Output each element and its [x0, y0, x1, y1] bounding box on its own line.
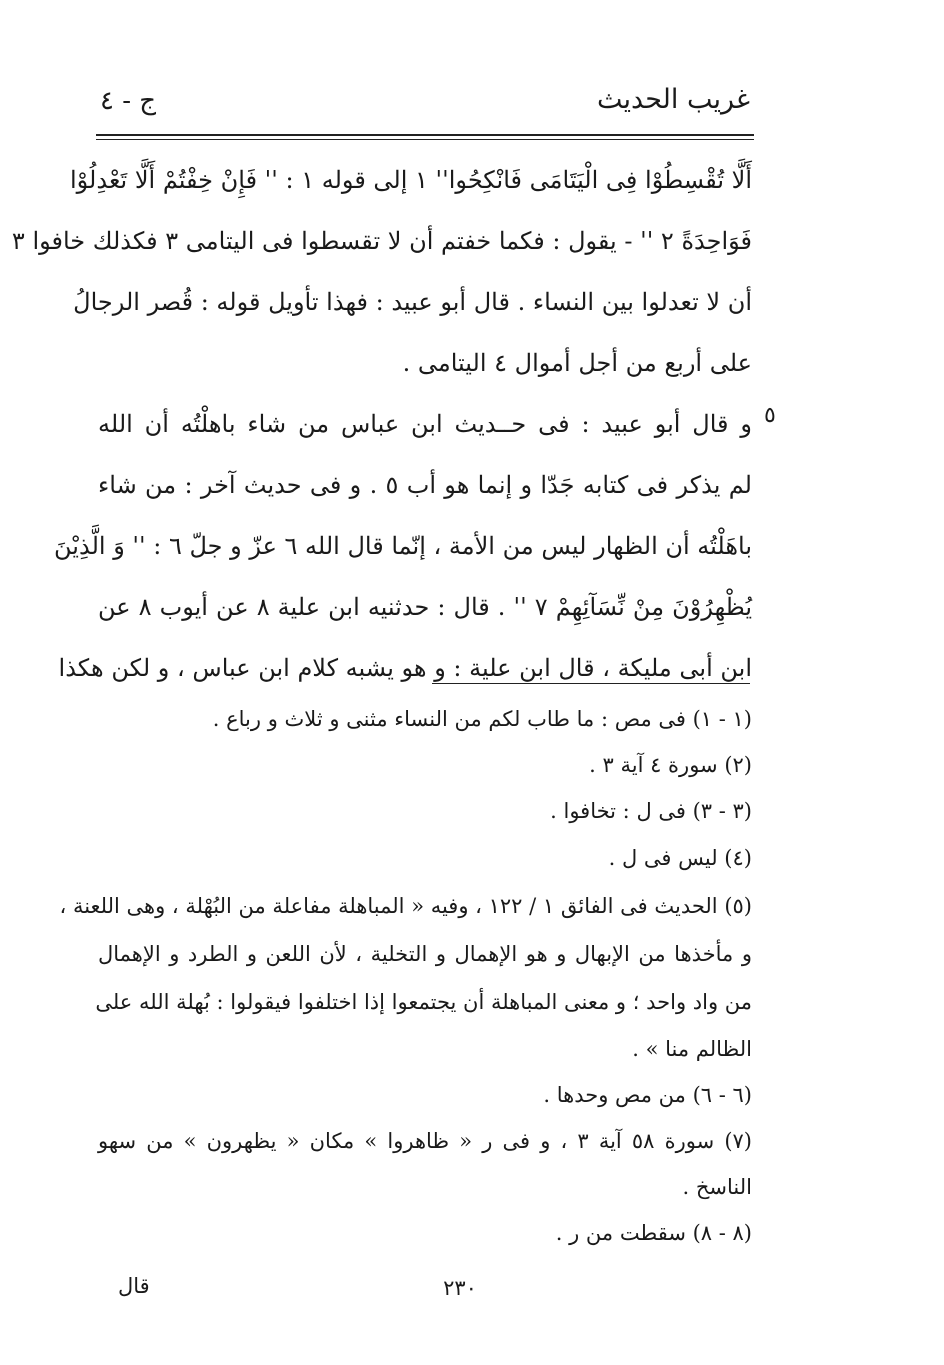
- text-line: و قال أبو عبيد : فى حــديث ابن عباس من شاء باهلْتُه أن الله: [98, 410, 752, 438]
- text-line: ابن أبى مليكة ، قال ابن علية : و هو يشبه كلام ابن عباس ، و لكن هكذا: [58, 654, 752, 682]
- book-title: غريب الحديث: [597, 84, 750, 115]
- footnote: (٤) ليس فى ل .: [608, 846, 752, 870]
- footnote: (٧) سورة ٥٨ آية ٣ ، و فى ر « ظاهروا » مكان « يظهرون » من سهو: [98, 1129, 752, 1153]
- footnote: و مأخذها من الإبهال و هو الإهمال و التخلية ، لأن اللعن و الطرد و الإهمال: [98, 942, 752, 966]
- footnote: (٨ - ٨) سقطت من ر .: [555, 1221, 752, 1245]
- text-line: فَوَاحِدَةً ٢ '' - يقول : فكما خفتم أن لا تقسطوا فى اليتامى ٣ فكذلك خافوا ٣: [11, 227, 752, 255]
- text-line: على أربع من أجل أموال ٤ اليتامى .: [402, 349, 752, 377]
- header-rule: [96, 134, 754, 140]
- text-line: أن لا تعدلوا بين النساء . قال أبو عبيد : فهذا تأويل قوله : قُصر الرجالُ: [73, 288, 752, 316]
- footnote: (٦ - ٦) من مص وحدها .: [543, 1083, 752, 1107]
- footnote: (٢) سورة ٤ آية ٣ .: [589, 753, 752, 777]
- footnote: (٣ - ٣) فى ل : تخافوا .: [550, 799, 752, 823]
- footnote: الظالم منا » .: [632, 1037, 752, 1061]
- line-number-marker: ٥: [764, 403, 776, 428]
- footnotes: [59, 696, 752, 1256]
- text-line: لم يذكر فى كتابه جَدّا و إنما هو أب ٥ . و فى حديث آخر : من شاء: [98, 471, 752, 499]
- main-text: [11, 150, 753, 699]
- footnote: من واد واحد ؛ و معنى المباهلة أن يجتمعوا إذا اختلفوا فيقولوا : بُهلة الله على: [95, 990, 752, 1014]
- text-line: أَلَّا تُقْسِطُوْا فِى الْيَتَامَى فَانْكِحُوا'' ١ إلى قوله ١ : '' فَإِنْ خِفْتُمْ أَلَّا تَعْدِلُوْا: [69, 166, 752, 194]
- footnote: (١ - ١) فى مص : ما طاب لكم من النساء مثنى و ثلاث و رباع .: [212, 707, 752, 731]
- page-number: ٢٣٠: [443, 1276, 477, 1300]
- text-line: باهَلْتُه أن الظهار ليس من الأمة ، إنّما قال الله ٦ عزّ و جلّ ٦ : '' وَ الَّذِيْنَ: [54, 532, 752, 560]
- volume-number: ج - ٤: [100, 86, 157, 116]
- catchword: قال: [118, 1274, 150, 1298]
- footnote: (٥) الحديث فى الفائق ١ / ١٢٢ ، وفيه « المباهلة مفاعلة من البُهْلة ، وهى اللعنة ،: [59, 894, 752, 918]
- running-header: [100, 84, 750, 130]
- footnote-rule: [432, 683, 750, 684]
- text-line: يُظْهِرُوْنَ مِنْ نِّسَآئِهِمْ ٧ '' . قال : حدثنيه ابن علية ٨ عن أيوب ٨ عن: [98, 593, 753, 621]
- footnote: الناسخ .: [682, 1175, 752, 1199]
